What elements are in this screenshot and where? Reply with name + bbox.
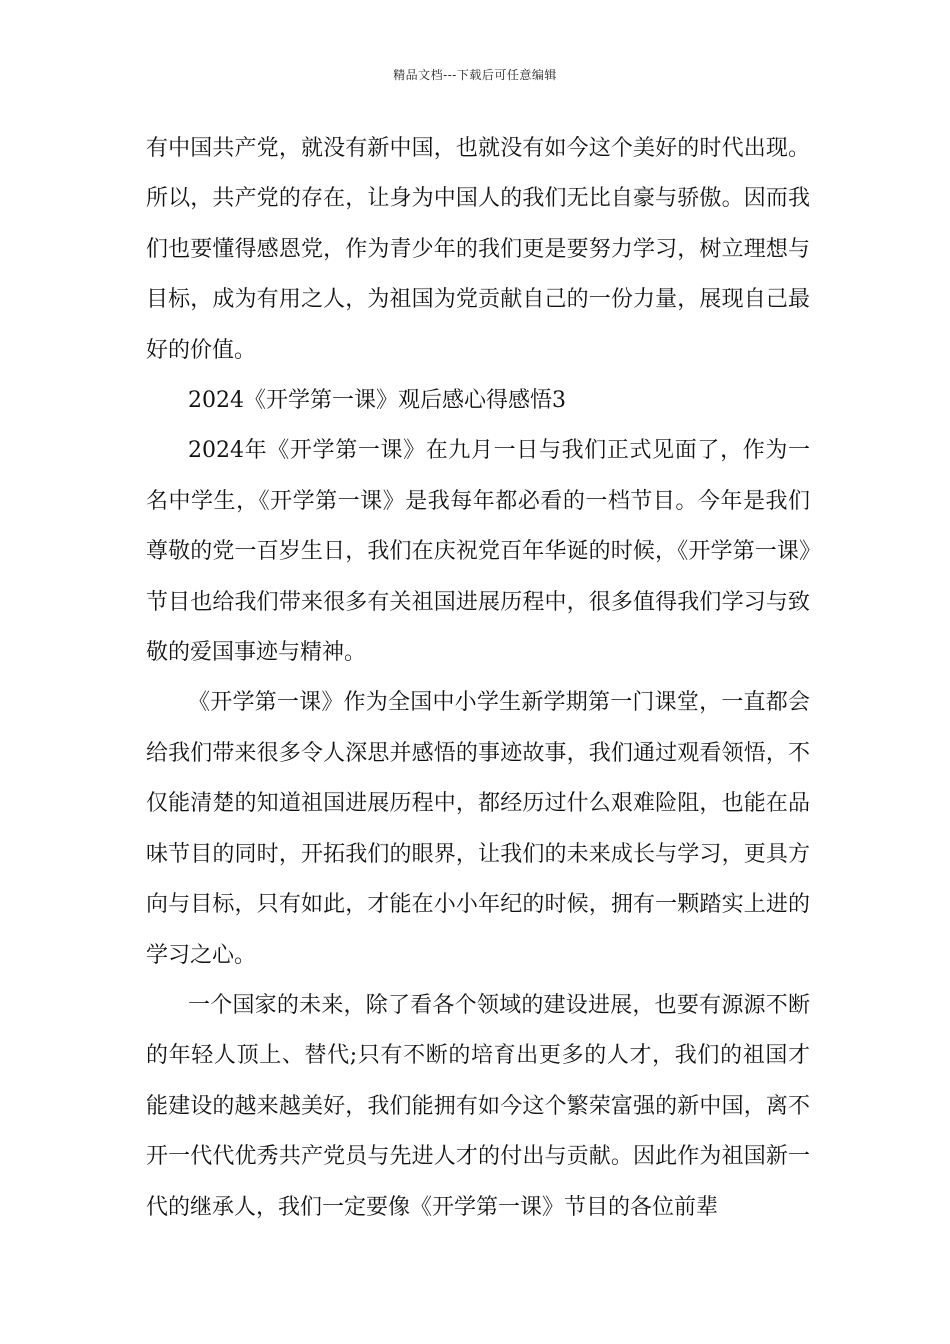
- paragraph: 2024年《开学第一课》在九月一日与我们正式见面了，作为一名中学生，《开学第一课》是我每年都必看的一档节目。今年是我们尊敬的党一百岁生日，我们在庆祝党百年华诞的时候，《开学第一课》节目也给我们带来很多有关祖国进展历程中，很多值得我们学习与致敬的爱国事迹与精神。: [146, 438, 810, 666]
- section-heading: 2024《开学第一课》观后感心得感悟3: [188, 388, 566, 414]
- document-body: [146, 124, 810, 1233]
- page-header: 精品文档---下载后可任意编辑: [393, 68, 557, 82]
- paragraph-continuation: 有中国共产党，就没有新中国，也就没有如今这个美好的时代出现。所以，共产党的存在，让身为中国人的我们无比自豪与骄傲。因而我们也要懂得感恩党，作为青少年的我们更是要努力学习，树立理想与目标，成为有用之人，为祖国为党贡献自己的一份力量，展现自己最好的价值。: [146, 136, 810, 363]
- paragraph: 一个国家的未来，除了看各个领域的建设进展，也要有源源不断的年轻人顶上、替代;只有不断的培育出更多的人才，我们的祖国才能建设的越来越美好，我们能拥有如今这个繁荣富强的新中国，离不开一代代优秀共产党员与先进人才的付出与贡献。因此作为祖国新一代的继承人，我们一定要像《开学第一课》节目的各位前辈: [146, 992, 810, 1220]
- paragraph: 《开学第一课》作为全国中小学生新学期第一门课堂，一直都会给我们带来很多令人深思并感悟的事迹故事，我们通过观看领悟，不仅能清楚的知道祖国进展历程中，都经历过什么艰难险阻，也能在品味节目的同时，开拓我们的眼界，让我们的未来成长与学习，更具方向与目标，只有如此，才能在小小年纪的时候，拥有一颗踏实上进的学习之心。: [146, 690, 810, 968]
